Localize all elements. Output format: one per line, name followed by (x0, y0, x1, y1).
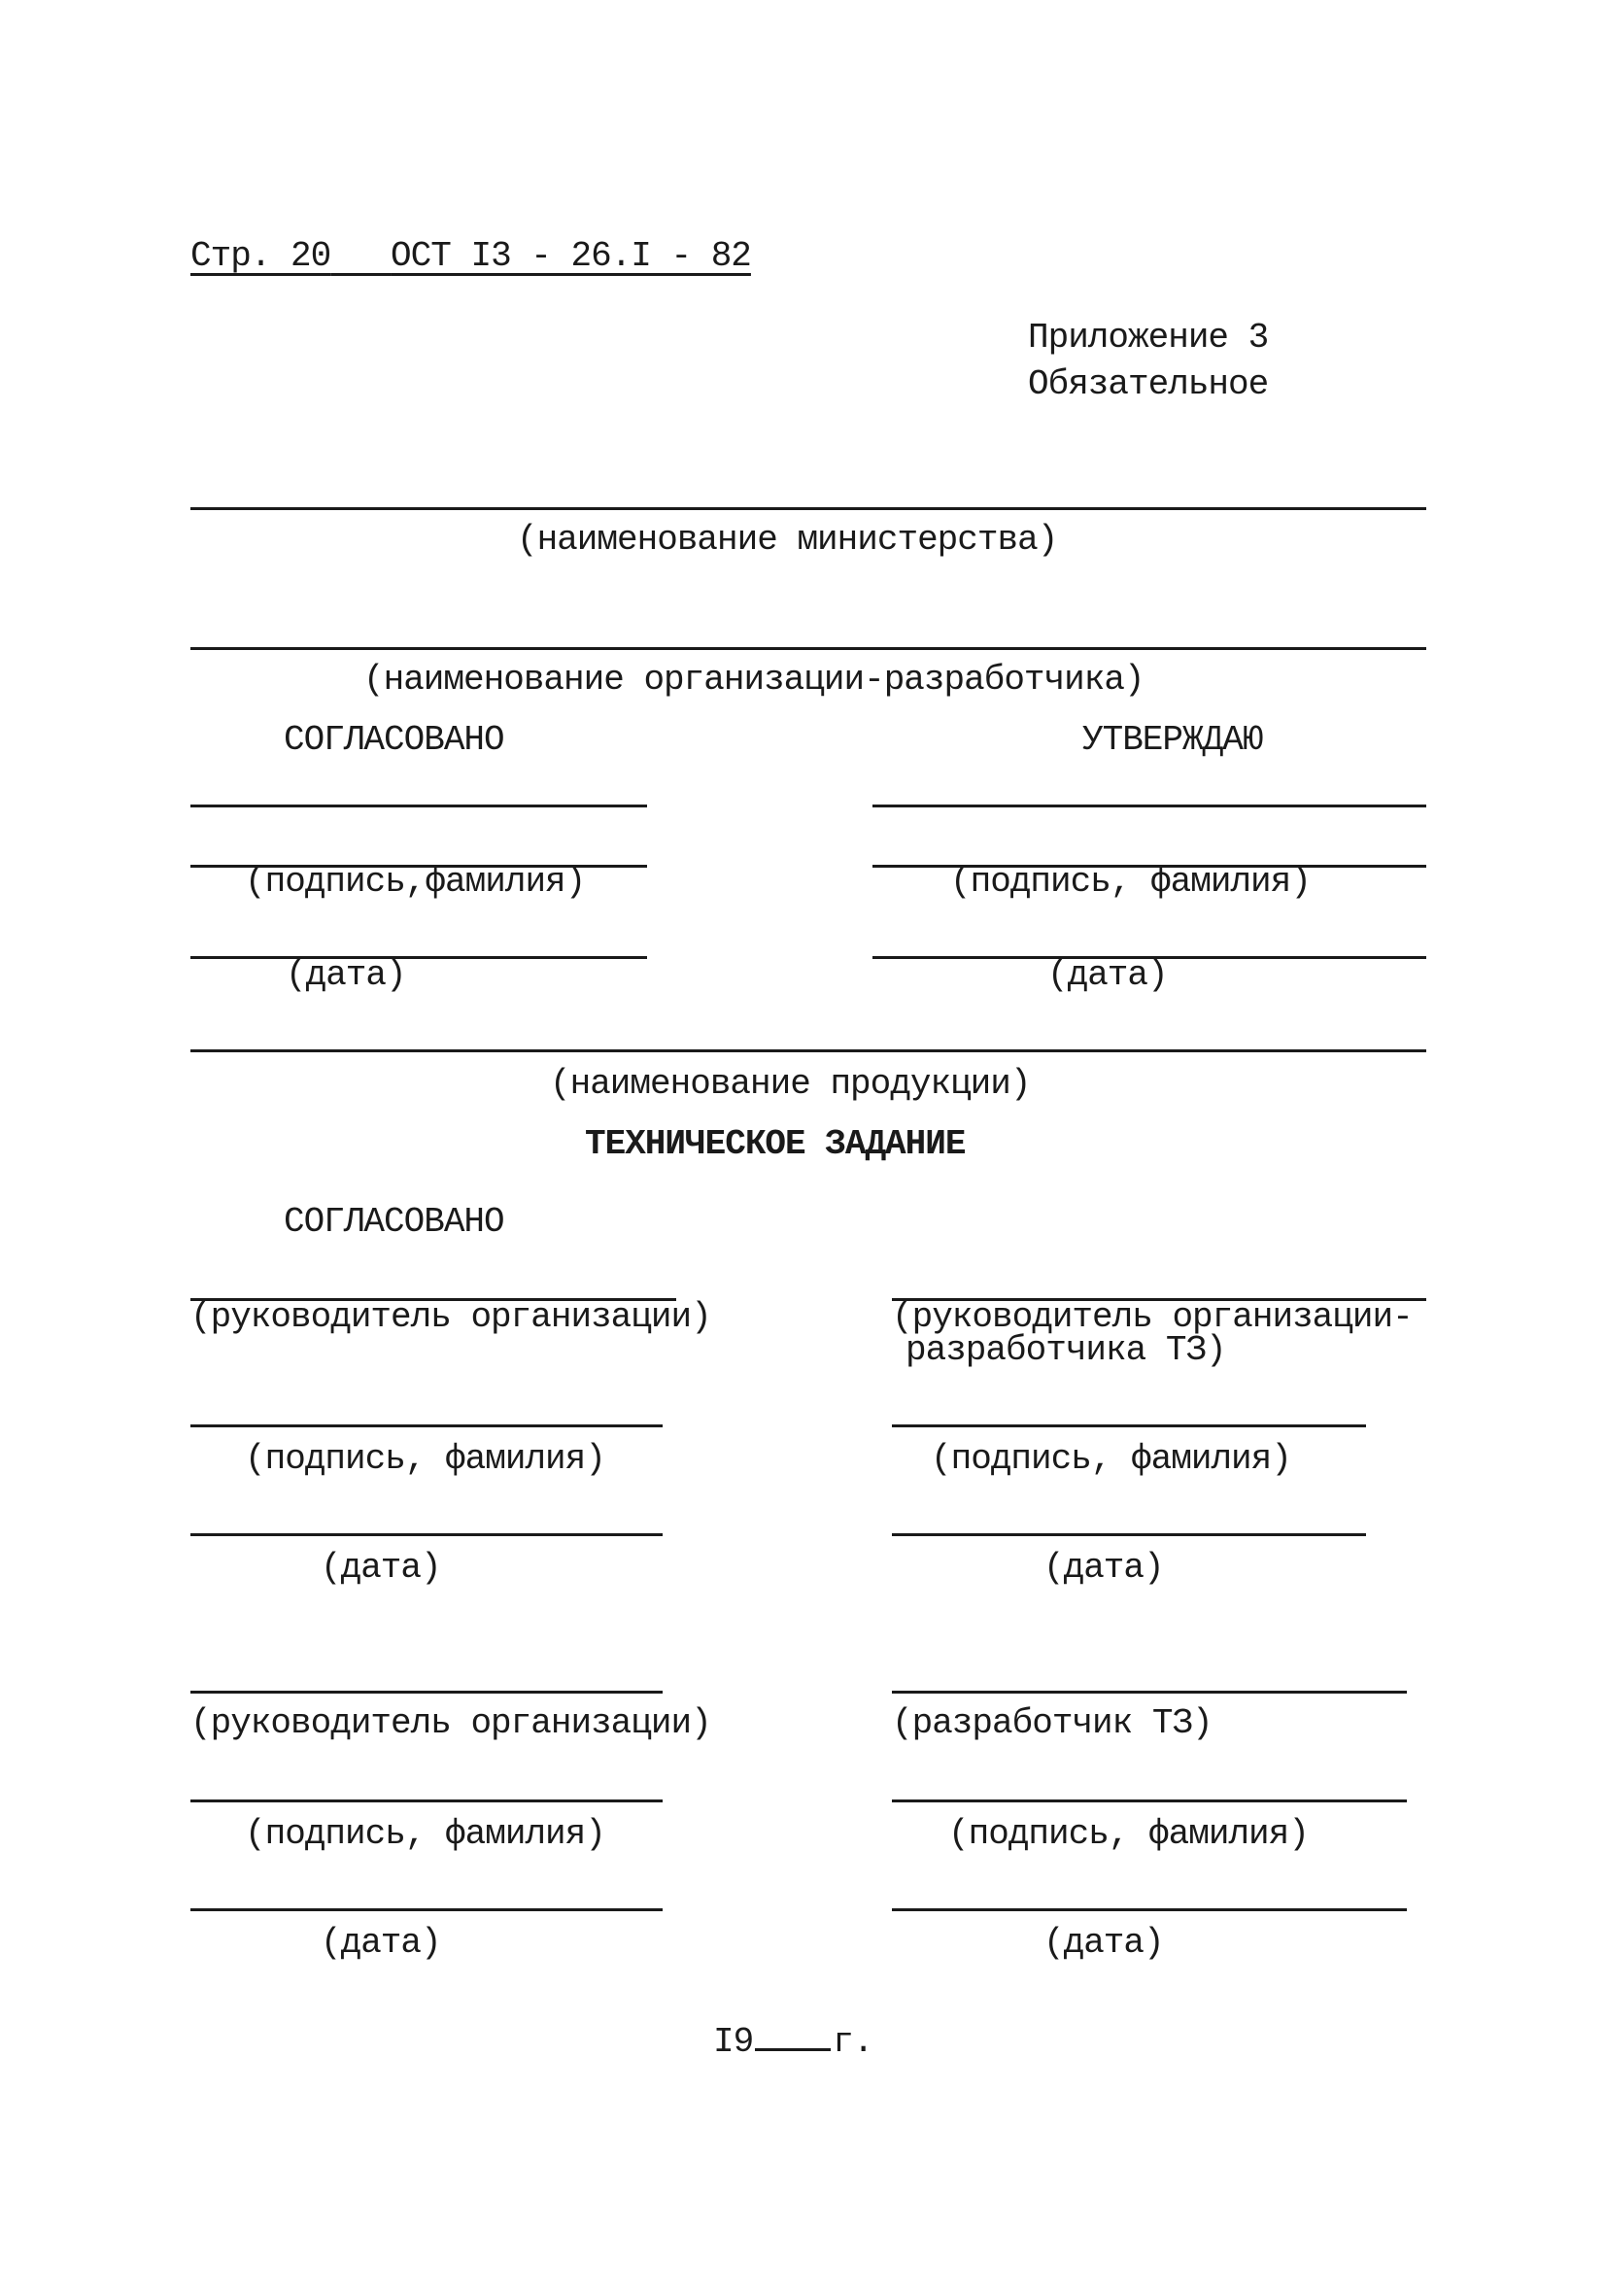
right-head-caption-line2: разработчика ТЗ) (906, 1330, 1226, 1370)
right-head-caption-line1: (руководитель организации- (892, 1297, 1413, 1337)
product-caption: (наименование продукции) (550, 1064, 1031, 1104)
year-line (713, 2019, 872, 2060)
approve-line-1 (872, 805, 1426, 807)
right-signature-line (892, 1424, 1366, 1427)
lower-left-head-line (190, 1691, 663, 1694)
lower-right-signature-caption: (подпись, фамилия) (948, 1814, 1309, 1854)
document-title: ТЕХНИЧЕСКОЕ ЗАДАНИЕ (585, 1124, 966, 1164)
year-suffix: г. (833, 2022, 873, 2062)
right-date-caption: (дата) (1043, 1548, 1164, 1588)
developer-org-line (190, 647, 1426, 650)
approve-date-caption: (дата) (1047, 955, 1168, 995)
lower-right-date-line (892, 1908, 1407, 1911)
right-signature-caption: (подпись, фамилия) (931, 1439, 1291, 1479)
left-date-line (190, 1533, 663, 1536)
right-date-line (892, 1533, 1366, 1536)
approve-signature-caption: (подпись, фамилия) (950, 862, 1311, 902)
left-signature-line (190, 1424, 663, 1427)
product-line (190, 1049, 1426, 1052)
approve-heading: УТВЕРЖДАЮ (1082, 720, 1263, 760)
agreed-date-caption: (дата) (286, 955, 406, 995)
lower-left-head-caption: (руководитель организации) (190, 1703, 711, 1743)
ministry-caption: (наименование министерства) (517, 520, 1058, 560)
agreed-heading: СОГЛАСОВАНО (284, 720, 504, 760)
developer-org-caption: (наименование организации-разработчика) (363, 660, 1145, 700)
standard-number: ОСТ I3 - 26.I - 82 (391, 236, 751, 276)
ministry-line (190, 507, 1426, 510)
agreed-signature-caption: (подпись,фамилия) (245, 862, 586, 902)
developer-line (892, 1691, 1407, 1694)
lower-left-date-caption: (дата) (321, 1923, 441, 1963)
agreed-date-line (190, 956, 647, 959)
year-blank (755, 2019, 831, 2051)
lower-left-signature-line (190, 1799, 663, 1802)
agreed-line-1 (190, 805, 647, 807)
lower-left-signature-caption: (подпись, фамилия) (245, 1814, 605, 1854)
agreement-heading: СОГЛАСОВАНО (284, 1202, 504, 1242)
left-head-caption: (руководитель организации) (190, 1297, 711, 1337)
appendix-label: Приложение 3 (1028, 318, 1269, 358)
left-signature-caption: (подпись, фамилия) (245, 1439, 605, 1479)
lower-right-date-caption: (дата) (1043, 1923, 1164, 1963)
left-date-caption: (дата) (321, 1548, 441, 1588)
year-prefix: I9 (713, 2022, 754, 2062)
lower-left-date-line (190, 1908, 663, 1911)
developer-caption: (разработчик ТЗ) (892, 1703, 1213, 1743)
lower-right-signature-line (892, 1799, 1407, 1802)
appendix-status: Обязательное (1028, 364, 1269, 404)
page-reference: Стр. 20 ОСТ I3 - 26.I - 82 (190, 236, 751, 276)
